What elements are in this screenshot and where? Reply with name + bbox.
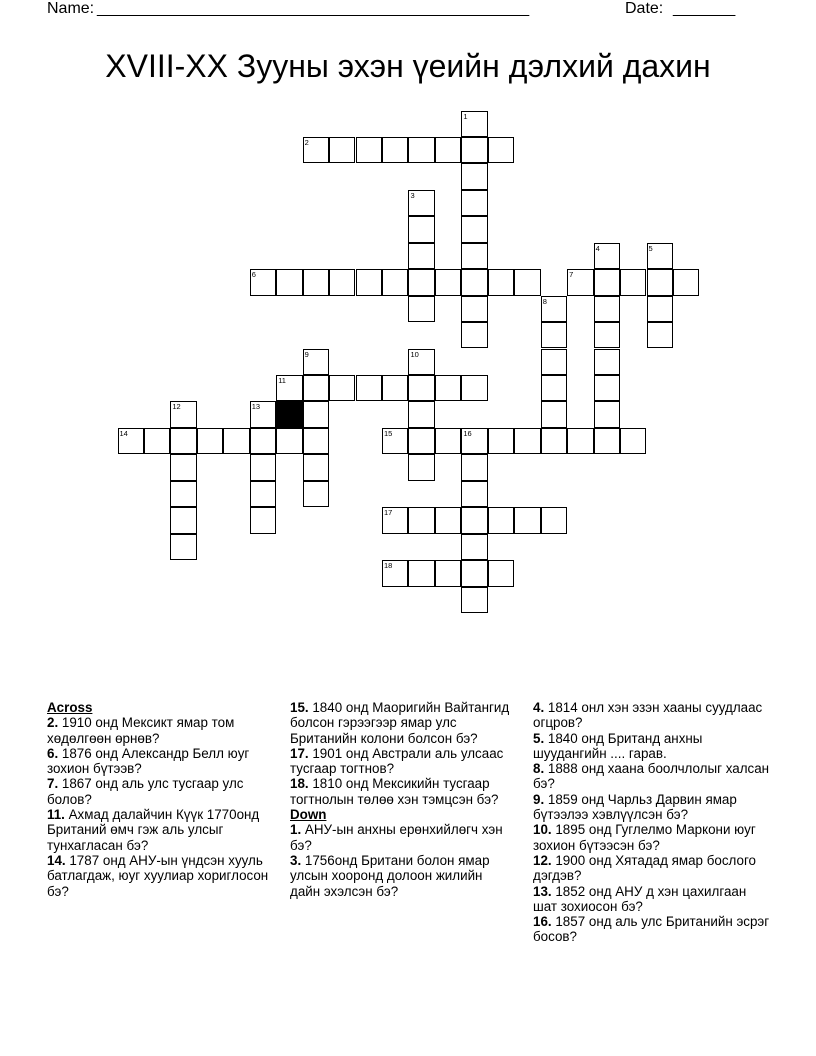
name-label: Name: — [47, 0, 95, 17]
clue-down-16: 16. 1857 онд аль улс Британийн эсрэг босов? — [533, 914, 770, 945]
grid-cell[interactable] — [461, 322, 487, 348]
grid-cell[interactable] — [461, 481, 487, 507]
cell-number: 7 — [569, 270, 574, 280]
grid-cell[interactable] — [303, 375, 329, 401]
grid-cell[interactable] — [170, 401, 196, 427]
grid-cell[interactable] — [329, 137, 355, 163]
clue-column-1 — [47, 700, 272, 899]
grid-cell[interactable] — [382, 269, 408, 295]
grid-cell[interactable] — [250, 507, 276, 533]
clue-down-9: 9. 1859 онд Чарльз Дарвин ямар бүтээлээ хэвлүүлсэн бэ? — [533, 791, 737, 823]
grid-cell[interactable] — [594, 243, 620, 269]
down-title: Down — [290, 807, 327, 823]
clue-down-1: 1. АНУ-ын анхны ерөнхийлөгч хэн бэ? — [290, 822, 503, 853]
grid-cell[interactable] — [567, 269, 593, 295]
grid-cell[interactable] — [408, 507, 434, 533]
grid-cell[interactable] — [276, 428, 302, 454]
grid-cell[interactable] — [461, 216, 487, 242]
across-title: Across — [47, 700, 93, 715]
grid-cell[interactable] — [541, 428, 567, 454]
grid-cell[interactable] — [250, 481, 276, 507]
grid-cell[interactable] — [303, 401, 329, 427]
cell-number: 2 — [304, 137, 309, 147]
grid-cell[interactable] — [514, 269, 540, 295]
grid-cell[interactable] — [329, 375, 355, 401]
clue-across-6: 6. 1876 онд Александр Белл юуг зохион бүтээв? — [47, 745, 250, 777]
grid-cell[interactable] — [408, 349, 434, 375]
grid-cell[interactable] — [461, 560, 487, 586]
clue-down-13: 13. 1852 онд АНУ д хэн цахилгаан шат зохиосон бэ? — [533, 883, 747, 914]
grid-cell[interactable] — [303, 349, 329, 375]
grid-cell[interactable] — [250, 269, 276, 295]
grid-cell[interactable] — [250, 454, 276, 480]
grid-cell[interactable] — [647, 269, 673, 295]
clue-across-7: 7. 1867 онд аль улс тусгаар улс болов? — [47, 776, 244, 807]
grid-cell[interactable] — [170, 481, 196, 507]
grid-cell[interactable] — [594, 349, 620, 375]
grid-cell[interactable] — [250, 428, 276, 454]
grid-cell[interactable] — [408, 454, 434, 480]
grid-cell[interactable] — [594, 322, 620, 348]
black-cell — [276, 401, 302, 427]
grid-cell[interactable] — [647, 296, 673, 322]
grid-cell[interactable] — [461, 507, 487, 533]
grid-cell[interactable] — [435, 269, 461, 295]
grid-cell[interactable] — [303, 454, 329, 480]
grid-cell[interactable] — [461, 243, 487, 269]
grid-cell[interactable] — [408, 560, 434, 586]
grid-cell[interactable] — [488, 560, 514, 586]
grid-cell[interactable] — [250, 401, 276, 427]
grid-cell[interactable] — [382, 428, 408, 454]
grid-cell[interactable] — [382, 507, 408, 533]
grid-cell[interactable] — [541, 322, 567, 348]
grid-cell[interactable] — [435, 375, 461, 401]
page-title: XVIII-XX Зууны эхэн үеийн дэлхий дахин — [105, 48, 711, 84]
grid-cell[interactable] — [356, 137, 382, 163]
grid-cell[interactable] — [488, 269, 514, 295]
grid-cell[interactable] — [118, 428, 144, 454]
grid-cell[interactable] — [170, 428, 196, 454]
cell-number: 16 — [463, 428, 472, 438]
grid-cell[interactable] — [461, 296, 487, 322]
clue-down-4: 4. 1814 онл хэн эзэн хааны суудлаас огцров? — [533, 700, 763, 731]
cell-number: 17 — [384, 508, 393, 518]
grid-cell[interactable] — [170, 454, 196, 480]
cell-number: 8 — [542, 296, 547, 306]
grid-cell[interactable] — [223, 428, 249, 454]
grid-cell[interactable] — [488, 507, 514, 533]
grid-cell[interactable] — [461, 454, 487, 480]
name-line[interactable]: ____________________________________________________ — [97, 0, 529, 17]
grid-cell[interactable] — [408, 428, 434, 454]
cell-number: 6 — [251, 270, 256, 280]
grid-cell[interactable] — [594, 269, 620, 295]
grid-cell[interactable] — [594, 375, 620, 401]
grid-cell[interactable] — [461, 534, 487, 560]
grid-cell[interactable] — [541, 349, 567, 375]
clue-column-2 — [290, 700, 510, 899]
clue-across-14: 14. 1787 онд АНУ-ын үндсэн хууль батлагдаж, юуг хуулиар хориглосон бэ? — [47, 852, 269, 899]
grid-cell[interactable] — [356, 269, 382, 295]
cell-number: 5 — [648, 243, 653, 253]
cell-number: 9 — [304, 349, 309, 359]
cell-number: 11 — [278, 376, 286, 385]
grid-cell[interactable] — [276, 269, 302, 295]
grid-cell[interactable] — [408, 190, 434, 216]
grid-cell[interactable] — [461, 428, 487, 454]
grid-cell[interactable] — [408, 296, 434, 322]
grid-cell[interactable] — [461, 111, 487, 137]
grid-cell[interactable] — [435, 560, 461, 586]
cell-number: 14 — [119, 428, 128, 438]
grid-cell[interactable] — [303, 269, 329, 295]
grid-cell[interactable] — [567, 428, 593, 454]
grid-cell[interactable] — [408, 401, 434, 427]
cell-number: 1 — [463, 111, 468, 121]
grid-cell[interactable] — [461, 269, 487, 295]
grid-cell[interactable] — [329, 269, 355, 295]
cell-number: 15 — [384, 428, 393, 438]
cell-number: 18 — [384, 561, 393, 571]
clue-down-12: 12. 1900 онд Хятадад ямар бослого дэгдэв? — [533, 852, 756, 884]
grid-cell[interactable] — [408, 269, 434, 295]
grid-cell[interactable] — [382, 137, 408, 163]
grid-cell[interactable] — [461, 190, 487, 216]
grid-cell[interactable] — [541, 507, 567, 533]
grid-cell[interactable] — [594, 428, 620, 454]
grid-cell[interactable] — [461, 163, 487, 189]
grid-cell[interactable] — [620, 428, 646, 454]
grid-cell[interactable] — [382, 375, 408, 401]
grid-cell[interactable] — [170, 534, 196, 560]
clue-across-11: 11. Ахмад далайчин Күүк 1770онд Британий өмч гэж аль улсыг тунхагласан бэ? — [47, 807, 260, 853]
cell-number: 3 — [410, 190, 415, 200]
grid-cell[interactable] — [541, 296, 567, 322]
grid-cell[interactable] — [594, 401, 620, 427]
grid-cell[interactable] — [144, 428, 170, 454]
grid-cell[interactable] — [170, 507, 196, 533]
grid-cell[interactable] — [461, 137, 487, 163]
clue-across-17: 17. 1901 онд Австрали аль улсаас тусгаар тогтнов? — [290, 745, 504, 777]
grid-cell[interactable] — [408, 375, 434, 401]
date-line[interactable]: _______ — [673, 0, 736, 17]
grid-cell[interactable] — [435, 137, 461, 163]
cell-number: 12 — [172, 402, 181, 412]
grid-cell[interactable] — [514, 428, 540, 454]
grid-cell[interactable] — [408, 243, 434, 269]
cell-number: 10 — [410, 349, 419, 359]
grid-cell[interactable] — [356, 375, 382, 401]
grid-cell[interactable] — [435, 507, 461, 533]
grid-cell[interactable] — [620, 269, 646, 295]
clue-down-5: 5. 1840 онд Британд анхны шуудангийн .... гарав. — [533, 730, 703, 761]
grid-cell[interactable] — [541, 375, 567, 401]
grid-cell[interactable] — [488, 137, 514, 163]
clue-across-15: 15. 1840 онд Маоригийн Вайтангид болсон гэрээгээр ямар улс Британийн колони болсон бэ? — [290, 700, 510, 746]
grid-cell[interactable] — [303, 481, 329, 507]
grid-cell[interactable] — [382, 560, 408, 586]
clue-across-18: 18. 1810 онд Мексикийн тусгаар тогтнолын төлөө хэн тэмцсэн бэ? — [290, 776, 499, 807]
grid-cell[interactable] — [647, 322, 673, 348]
grid-cell[interactable] — [435, 428, 461, 454]
grid-cell[interactable] — [276, 375, 302, 401]
clue-down-8: 8. 1888 онд хаана боолчлолыг халсан бэ? — [533, 761, 770, 792]
clue-column-3 — [533, 700, 773, 945]
grid-cell[interactable] — [488, 428, 514, 454]
grid-cell[interactable] — [673, 269, 699, 295]
cell-number: 13 — [251, 402, 261, 412]
cell-number: 4 — [595, 243, 600, 253]
grid-cell[interactable] — [461, 587, 487, 613]
grid-cell[interactable] — [197, 428, 223, 454]
grid-cell[interactable] — [303, 137, 329, 163]
grid-cell[interactable] — [408, 216, 434, 242]
clue-down-10: 10. 1895 онд Гуглелмо Маркони юуг зохион бүтээсэн бэ? — [533, 822, 756, 853]
grid-cell[interactable] — [461, 375, 487, 401]
clue-across-2: 2. 1910 онд Мексикт ямар том хөдөлгөөн өрнөв? — [47, 715, 235, 746]
grid-cell[interactable] — [303, 428, 329, 454]
grid-cell[interactable] — [594, 296, 620, 322]
grid-cell[interactable] — [408, 137, 434, 163]
date-label: Date: — [625, 0, 664, 17]
grid-cell[interactable] — [514, 507, 540, 533]
clue-down-3: 3. 1756онд Британи болон ямар улсын хооронд долоон жилийн дайн эхэлсэн бэ? — [290, 852, 490, 899]
grid-cell[interactable] — [647, 243, 673, 269]
grid-cell[interactable] — [541, 401, 567, 427]
